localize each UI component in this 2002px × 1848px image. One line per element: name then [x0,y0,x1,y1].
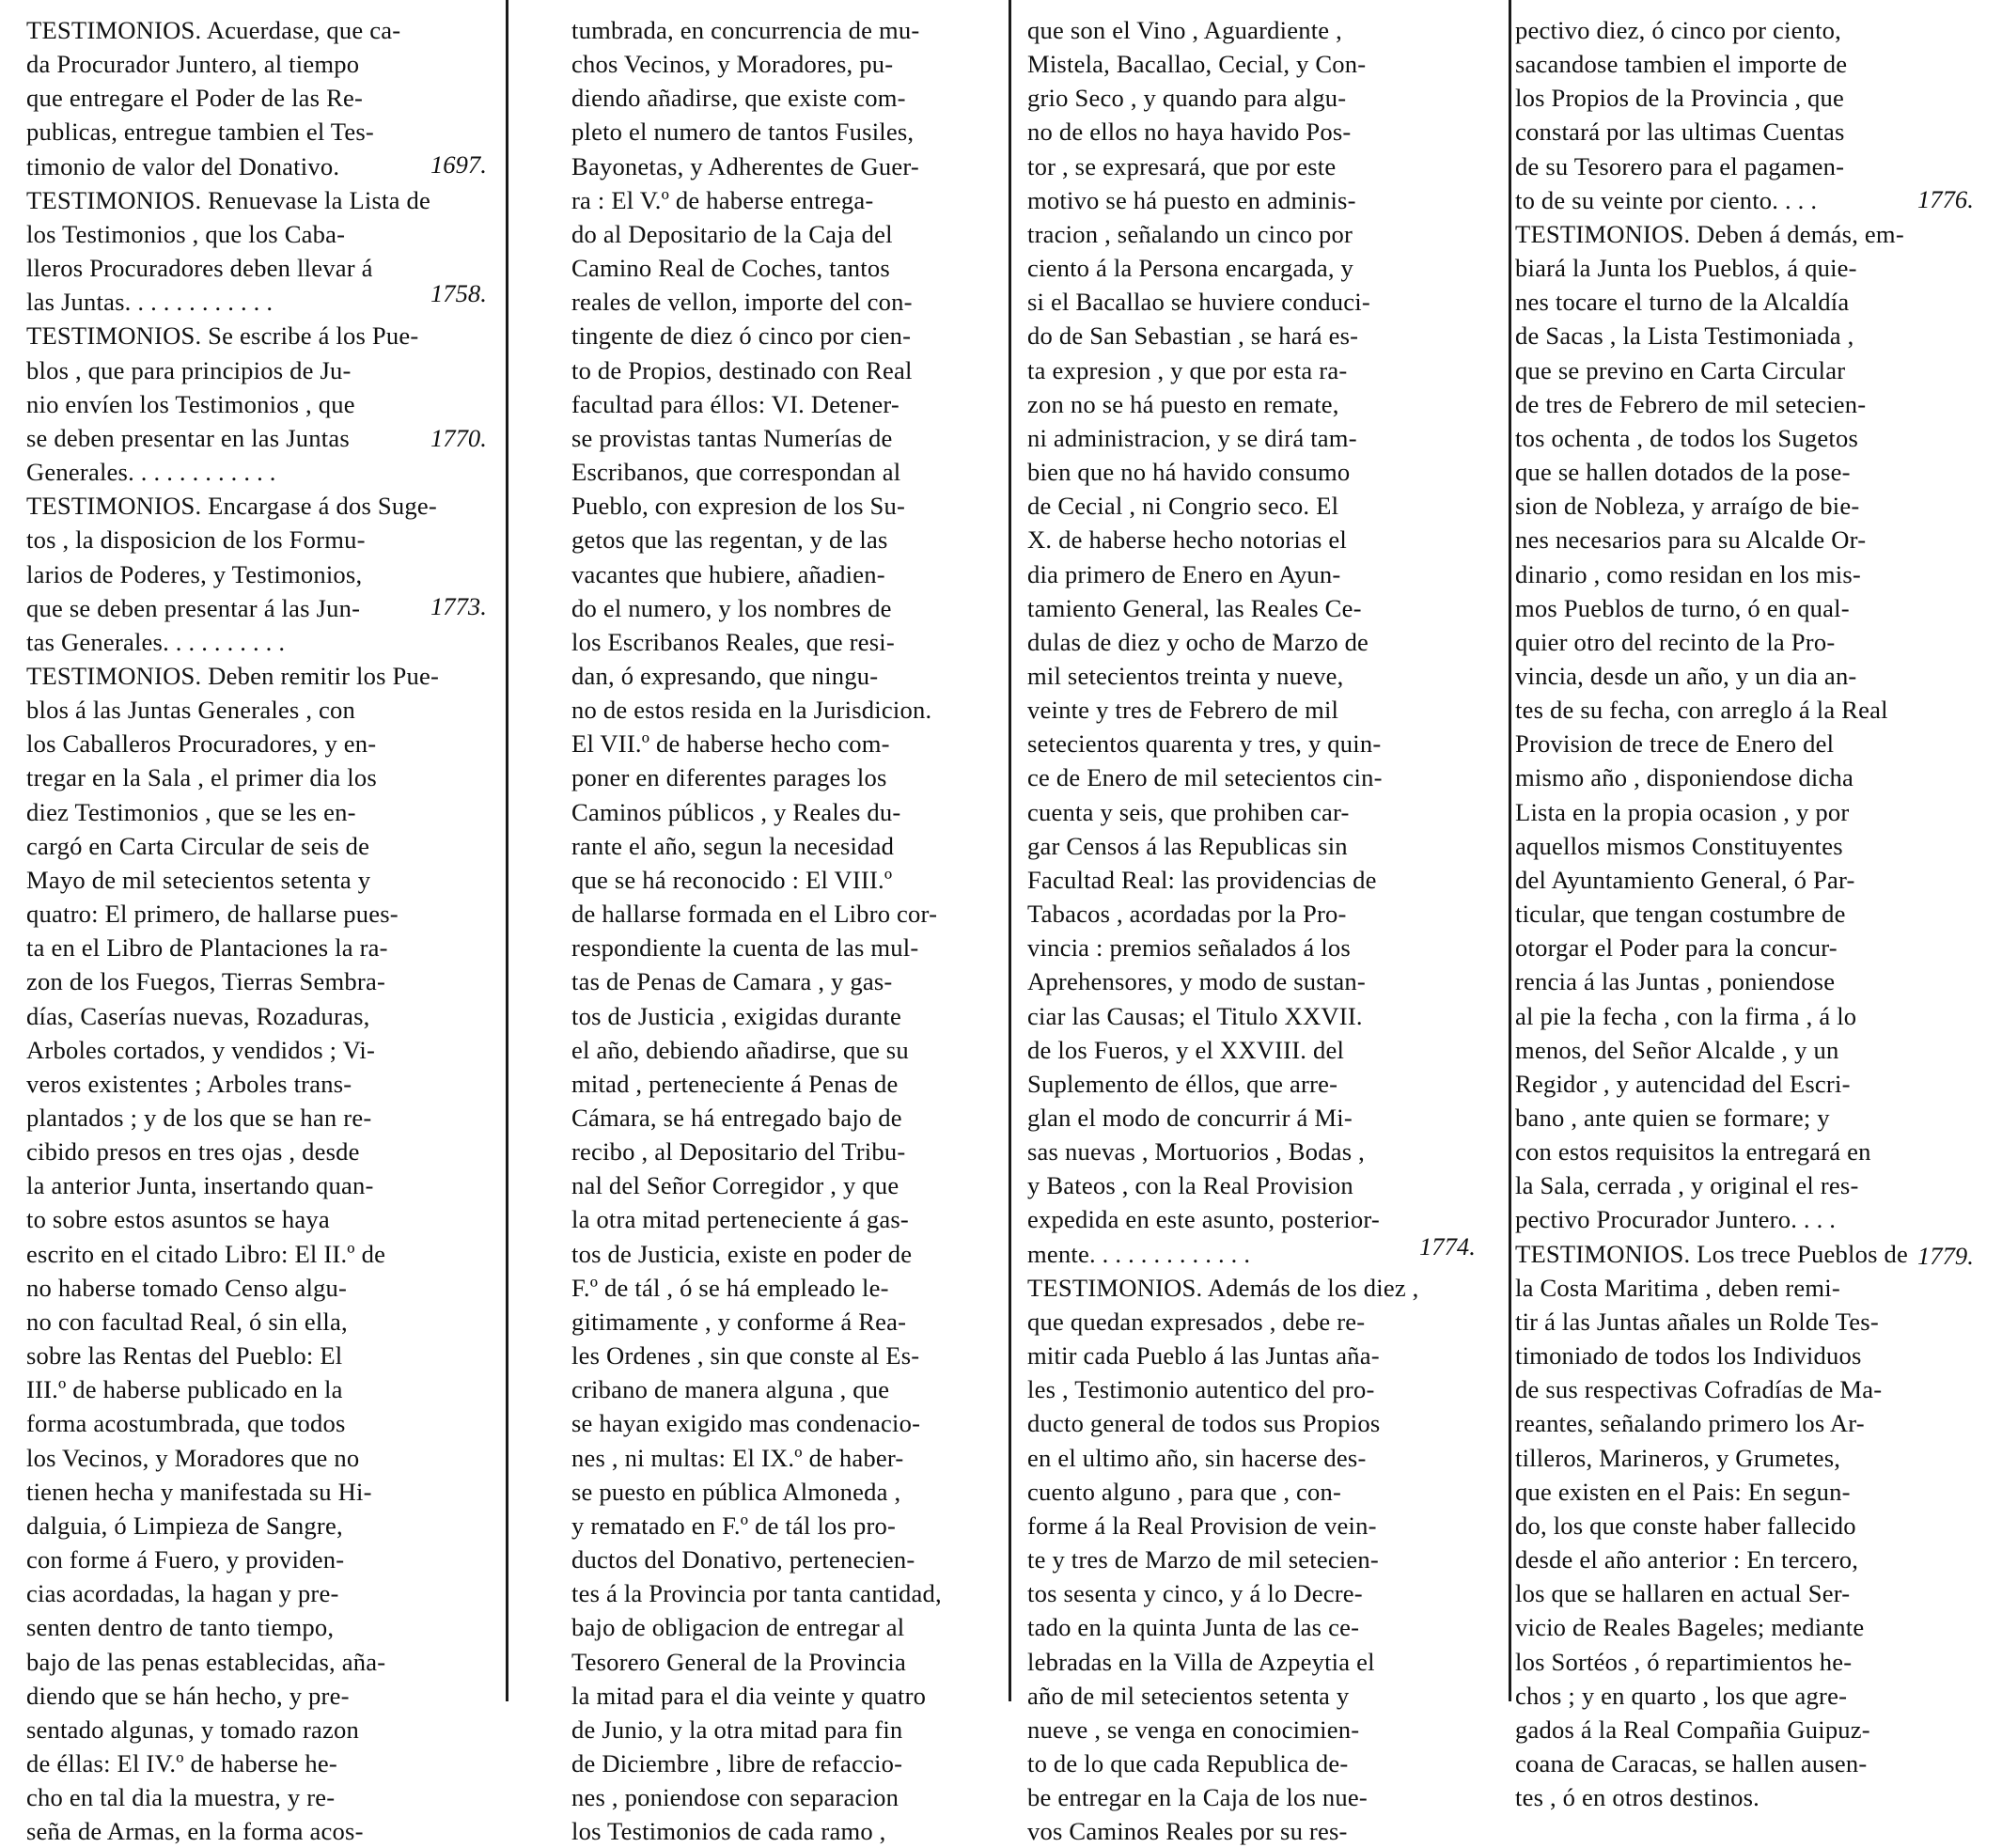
text-line: publicas, entregue tambien el Tes- [26,117,374,147]
text-line: chos ; y en quarto , los que agre- [1515,1681,1848,1710]
text-line: cibido presos en tres ojas , desde [26,1137,360,1167]
text-line: timonio de valor del Donativo. [26,151,340,180]
year-marginal: 1779. [1917,1242,1974,1270]
text-line: tos de Justicia , exigidas durante [571,1001,901,1030]
text-line: quier otro del recinto de la Pro- [1515,627,1836,656]
text-line: no haberse tomado Censo algu- [26,1273,348,1302]
text-line: bano , ante quien se formare; y [1515,1104,1830,1132]
text-line: pectivo Procurador Juntero. . . . [1515,1205,1837,1234]
text-line: poner en diferentes parages los [571,763,887,792]
text-line: mil setecientos treinta y nueve, [1027,661,1344,690]
text-line: veros existentes ; Arboles trans- [26,1069,352,1098]
text-line: biará la Junta los Pueblos, á quie- [1515,254,1857,283]
text-line: escrito en el citado Libro: El II.º de [26,1239,386,1268]
text-line: TESTIMONIOS. Además de los diez , [1027,1273,1419,1302]
text-line: no de estos resida en la Jurisdicion. [571,696,932,725]
text-line: Lista en la propia ocasion , y por [1515,797,1850,826]
text-line: facultad para éllos: VI. Detener- [571,389,899,418]
text-line: nio envíen los Testimonios , que [26,389,355,418]
text-line: de Junio, y la otra mitad para fin [571,1715,903,1744]
text-line: F.º de tál , ó se há empleado le- [571,1273,889,1302]
text-line: aquellos mismos Constituyentes [1515,831,1843,860]
text-line: to de Propios, destinado con Real [571,355,913,384]
text-line: senten dentro de tanto tiempo, [26,1613,335,1642]
text-line: que se previno en Carta Circular [1515,355,1846,384]
text-line: tes á la Provincia por tanta cantidad, [571,1579,942,1608]
text-line: de Sacas , la Lista Testimoniada , [1515,321,1854,351]
column-1-text [26,13,439,1848]
text-line: sacandose tambien el importe de [1515,50,1848,79]
text-line: TESTIMONIOS. Deben á demás, em- [1515,219,1904,248]
text-line: rante el año, segun la necesidad [571,831,895,860]
text-line: tos , la disposicion de los Formu- [26,525,366,555]
text-line: tas Generales. . . . . . . . . . [26,627,286,656]
text-line: dalguia, ó Limpieza de Sangre, [26,1511,343,1540]
text-line: tado en la quinta Junta de las ce- [1027,1613,1360,1642]
text-line: mente. . . . . . . . . . . . . [1027,1239,1251,1268]
text-line: bajo de las penas establecidas, aña- [26,1647,386,1676]
text-line: TESTIMONIOS. Encargase á dos Suge- [26,492,437,521]
column-rule [1509,0,1511,1701]
text-line: rencia á las Juntas , poniendose [1515,967,1836,996]
text-line: zon no se há puesto en remate, [1027,389,1339,418]
text-line: setecientos quarenta y tres, y quin- [1027,729,1382,759]
text-line: los Sortéos , ó repartimientos he- [1515,1647,1853,1676]
text-line: sas nuevas , Mortuorios , Bodas , [1027,1137,1365,1167]
text-line: motivo se há puesto en adminis- [1027,185,1356,214]
text-line: Bayonetas, y Adherentes de Guer- [571,151,919,180]
text-line: vicio de Reales Bageles; mediante [1515,1613,1865,1642]
text-line: los Testimonios de cada ramo , [571,1817,886,1846]
text-line: que existen en el Pais: En segun- [1515,1477,1851,1506]
text-line: mitir cada Pueblo á las Juntas aña- [1027,1341,1380,1370]
text-line: no con facultad Real, ó sin ella, [26,1307,348,1336]
text-line: getos que las regentan, y de las [571,525,888,555]
text-line: nal del Señor Corregidor , y que [571,1171,899,1200]
text-line: constará por las ultimas Cuentas [1515,117,1845,147]
text-line: y Bateos , con la Real Provision [1027,1171,1353,1200]
text-line: bajo de obligacion de entregar al [571,1613,905,1642]
text-line: Mistela, Bacallao, Cecial, y Con- [1027,50,1367,79]
text-line: ducto general de todos sus Propios [1027,1409,1381,1438]
column-rule [506,0,508,1701]
text-line: no de ellos no haya havido Pos- [1027,117,1352,147]
text-line: la Sala, cerrada , y original el res- [1515,1171,1859,1200]
text-line: TESTIMONIOS. Renuevase la Lista de [26,185,430,214]
text-line: seña de Armas, en la forma acos- [26,1817,364,1846]
text-line: Arboles cortados, y vendidos ; Vi- [26,1035,376,1064]
text-line: nes , poniendose con separacion [571,1783,899,1812]
text-line: los Propios de la Provincia , que [1515,84,1845,113]
text-line: Pueblo, con expresion de los Su- [571,492,906,521]
text-line: tumbrada, en concurrencia de mu- [571,16,920,44]
text-line: nes tocare el turno de la Alcaldía [1515,288,1850,317]
text-line: días, Caserías nuevas, Rozaduras, [26,1001,370,1030]
text-line: que se há reconocido : El VIII.º [571,865,893,894]
text-line: en el ultimo año, sin hacerse des- [1027,1443,1367,1472]
text-line: mos Pueblos de turno, ó en qual- [1515,593,1850,622]
text-line: la anterior Junta, insertando quan- [26,1171,374,1200]
text-line: diendo que se hán hecho, y pre- [26,1681,350,1710]
text-line: menos, del Señor Alcalde , y un [1515,1035,1839,1064]
text-line: si el Bacallao se huviere conduci- [1027,288,1370,317]
text-line: TESTIMONIOS. Se escribe á los Pue- [26,321,419,351]
text-line: ductos del Donativo, pertenecien- [571,1545,915,1574]
text-line: to sobre estos asuntos se haya [26,1205,330,1234]
text-line: al pie la fecha , con la firma , á lo [1515,1001,1857,1030]
text-line: ciar las Causas; el Titulo XXVII. [1027,1001,1363,1030]
text-line: do al Depositario de la Caja del [571,219,893,248]
text-line: se deben presentar en las Juntas [26,423,350,452]
text-line: año de mil setecientos setenta y [1027,1681,1350,1710]
text-line: se provistas tantas Numerías de [571,423,893,452]
column-4-text [1515,13,1908,1814]
text-line: tes de su fecha, con arreglo á la Real [1515,696,1888,725]
text-line: los Testimonios , que los Caba- [26,219,346,248]
text-line: vincia, desde un año, y un dia an- [1515,661,1857,690]
text-line: nes necesarios para su Alcalde Or- [1515,525,1867,555]
text-line: glan el modo de concurrir á Mi- [1027,1104,1353,1132]
text-line: de tres de Febrero de mil setecien- [1515,389,1867,418]
text-line: X. de haberse hecho notorias el [1027,525,1347,555]
text-line: gar Censos á las Republicas sin [1027,831,1348,860]
text-line: Caminos públicos , y Reales du- [571,797,901,826]
text-line: do de San Sebastian , se hará es- [1027,321,1359,351]
text-line: Aprehensores, y modo de sustan- [1027,967,1366,996]
text-line: Camino Real de Coches, tantos [571,254,890,283]
text-line: vincia : premios señalados á los [1027,933,1351,963]
text-line: el año, debiendo añadirse, que su [571,1035,909,1064]
text-line: tas de Penas de Camara , y gas- [571,967,893,996]
text-line: los Caballeros Procuradores, y en- [26,729,377,759]
text-line: tamiento General, las Reales Ce- [1027,593,1362,622]
text-line: respondiente la cuenta de las mul- [571,933,919,963]
text-line: ni administracion, y se dirá tam- [1027,423,1357,452]
text-line: nueve , se venga en conocimien- [1027,1715,1360,1744]
text-line: de su Tesorero para el pagamen- [1515,151,1845,180]
text-line: ra : El V.º de haberse entrega- [571,185,874,214]
text-line: III.º de haberse publicado en la [26,1375,343,1404]
text-line: TESTIMONIOS. Deben remitir los Pue- [26,661,440,690]
text-line: de hallarse formada en el Libro cor- [571,900,938,929]
text-line: vacantes que hubiere, añadien- [571,559,885,588]
text-line: vos Caminos Reales por su res- [1027,1817,1348,1846]
text-line: Facultad Real: las providencias de [1027,865,1377,894]
text-line: sentado algunas, y tomado razon [26,1715,360,1744]
text-line: larios de Poderes, y Testimonios, [26,559,363,588]
year-marginal: 1697. [430,150,487,179]
text-line: bien que no há havido consumo [1027,458,1351,487]
text-line: tilleros, Marineros, y Grumetes, [1515,1443,1841,1472]
text-line: recibo , al Depositario del Tribu- [571,1137,906,1167]
text-line: ta expresion , y que por esta ra- [1027,355,1348,384]
text-line: tor , se expresará, que por este [1027,151,1337,180]
year-marginal: 1774. [1419,1232,1476,1261]
text-line: veinte y tres de Febrero de mil [1027,696,1339,725]
text-line: gitimamente , y conforme á Rea- [571,1307,907,1336]
text-line: grio Seco , y quando para algu- [1027,84,1347,113]
text-line: mitad , perteneciente á Penas de [571,1069,899,1098]
text-line: otorgar el Poder para la concur- [1515,933,1838,963]
text-line: zon de los Fuegos, Tierras Sembra- [26,967,386,996]
text-line: expedida en este asunto, posterior- [1027,1205,1380,1234]
text-line: ticular, que tengan costumbre de [1515,900,1846,929]
text-line: tingente de diez ó cinco por cien- [571,321,912,351]
text-line: TESTIMONIOS. Acuerdase, que ca- [26,16,401,44]
text-line: forme á la Real Provision de vein- [1027,1511,1377,1540]
text-line: de sus respectivas Cofradías de Ma- [1515,1375,1883,1404]
text-line: Regidor , y autencidad del Escri- [1515,1069,1851,1098]
text-line: ce de Enero de mil setecientos cin- [1027,763,1383,792]
text-line: Escribanos, que correspondan al [571,458,901,487]
text-line: de éllas: El IV.º de haberse he- [26,1748,337,1778]
text-line: cho en tal dia la muestra, y re- [26,1783,336,1812]
text-line: Tesorero General de la Provincia [571,1647,907,1676]
text-line: mismo año , disponiendose dicha [1515,763,1853,792]
text-line: Cámara, se há entregado bajo de [571,1104,902,1132]
text-line: tos de Justicia, existe en poder de [571,1239,913,1268]
text-line: cuento alguno , para que , con- [1027,1477,1342,1506]
text-line: be entregar en la Caja de los nue- [1027,1783,1368,1812]
year-marginal: 1770. [430,424,487,452]
text-line: plantados ; y de los que se han re- [26,1104,372,1132]
text-line: sion de Nobleza, y arraígo de bie- [1515,492,1860,521]
text-line: del Ayuntamiento General, ó Par- [1515,865,1855,894]
text-line: tir á las Juntas añales un Rolde Tes- [1515,1307,1879,1336]
text-line: las Juntas. . . . . . . . . . . . [26,288,274,317]
text-line: Generales. . . . . . . . . . . . [26,458,276,487]
text-line: los Vecinos, y Moradores que no [26,1443,360,1472]
text-line: El VII.º de haberse hecho com- [571,729,890,759]
text-line: tienen hecha y manifestada su Hi- [26,1477,372,1506]
text-line: timoniado de todos los Individuos [1515,1341,1862,1370]
text-line: pectivo diez, ó cinco por ciento, [1515,16,1842,44]
column-3-text [1027,13,1419,1848]
text-line: blos á las Juntas Generales , con [26,696,356,725]
text-line: con forme á Fuero, y providen- [26,1545,345,1574]
text-line: que son el Vino , Aguardiente , [1027,16,1342,44]
text-line: diez Testimonios , que se les en- [26,797,356,826]
text-line: sobre las Rentas del Pueblo: El [26,1341,343,1370]
text-line: Suplemento de éllos, que arre- [1027,1069,1338,1098]
text-line: Provision de trece de Enero del [1515,729,1835,759]
text-line: la mitad para el dia veinte y quatro [571,1681,927,1710]
text-line: blos , que para principios de Ju- [26,355,352,384]
text-line: diendo añadirse, que existe com- [571,84,906,113]
text-line: tregar en la Sala , el primer dia los [26,763,377,792]
text-line: dinario , como residan en los mis- [1515,559,1861,588]
column-2-text [571,13,942,1848]
text-line: dulas de diez y ocho de Marzo de [1027,627,1369,656]
text-line: reales de vellon, importe del con- [571,288,913,317]
text-line: dan, ó expresando, que ningu- [571,661,879,690]
text-line: tos sesenta y cinco, y á lo Decre- [1027,1579,1363,1608]
text-line: nes , ni multas: El IX.º de haber- [571,1443,904,1472]
text-line: to de su veinte por ciento. . . . [1515,185,1818,214]
text-line: lebradas en la Villa de Azpeytia el [1027,1647,1375,1676]
text-line: se puesto en pública Almoneda , [571,1477,901,1506]
text-line: que entregare el Poder de las Re- [26,84,364,113]
text-line: de Cecial , ni Congrio seco. El [1027,492,1339,521]
text-line: te y tres de Marzo de mil setecien- [1027,1545,1379,1574]
text-line: desde el año anterior : En tercero, [1515,1545,1859,1574]
text-line: da Procurador Juntero, al tiempo [26,50,360,79]
text-line: do, los que conste haber fallecido [1515,1511,1856,1540]
text-line: forma acostumbrada, que todos [26,1409,346,1438]
text-line: se hayan exigido mas condenacio- [571,1409,921,1438]
text-line: ta en el Libro de Plantaciones la ra- [26,933,388,963]
text-line: que quedan expresados , debe re- [1027,1307,1366,1336]
year-marginal: 1758. [430,279,487,307]
text-line: cargó en Carta Circular de seis de [26,831,370,860]
text-line: cuenta y seis, que prohiben car- [1027,797,1350,826]
text-line: tracion , señalando un cinco por [1027,219,1353,248]
year-marginal: 1776. [1917,185,1974,213]
text-line: les Ordenes , sin que conste al Es- [571,1341,920,1370]
text-line: reantes, señalando primero los Ar- [1515,1409,1865,1438]
text-line: pleto el numero de tantos Fusiles, [571,117,915,147]
text-line: les , Testimonio autentico del pro- [1027,1375,1375,1404]
text-line: cias acordadas, la hagan y pre- [26,1579,339,1608]
text-line: y rematado en F.º de tál los pro- [571,1511,897,1540]
text-line: los Escribanos Reales, que resi- [571,627,895,656]
text-line: chos Vecinos, y Moradores, pu- [571,50,894,79]
text-line: Mayo de mil setecientos setenta y [26,865,371,894]
text-line: que se hallen dotados de la pose- [1515,458,1851,487]
text-line: dia primero de Enero en Ayun- [1027,559,1341,588]
text-line: cribano de manera alguna , que [571,1375,890,1404]
text-line: gados á la Real Compañia Guipuz- [1515,1715,1870,1744]
text-line: la otra mitad perteneciente á gas- [571,1205,909,1234]
text-line: que se deben presentar á las Jun- [26,593,361,622]
text-line: quatro: El primero, de hallarse pues- [26,900,399,929]
text-line: tos ochenta , de todos los Sugetos [1515,423,1859,452]
text-line: ciento á la Persona encargada, y [1027,254,1354,283]
text-line: de los Fueros, y el XXVIII. del [1027,1035,1345,1064]
text-line: to de lo que cada Republica de- [1027,1748,1349,1778]
text-line: coana de Caracas, se hallen ausen- [1515,1748,1868,1778]
text-line: de Diciembre , libre de refaccio- [571,1748,903,1778]
text-line: TESTIMONIOS. Los trece Pueblos de [1515,1239,1908,1268]
year-marginal: 1773. [430,592,487,620]
column-rule [1009,0,1011,1701]
text-line: lleros Procuradores deben llevar á [26,254,373,283]
text-line: tes , ó en otros destinos. [1515,1783,1760,1812]
text-line: la Costa Maritima , deben remi- [1515,1273,1840,1302]
text-line: con estos requisitos la entregará en [1515,1137,1871,1167]
text-line: Tabacos , acordadas por la Pro- [1027,900,1347,929]
text-line: do el numero, y los nombres de [571,593,892,622]
text-line: los que se hallaren en actual Ser- [1515,1579,1851,1608]
